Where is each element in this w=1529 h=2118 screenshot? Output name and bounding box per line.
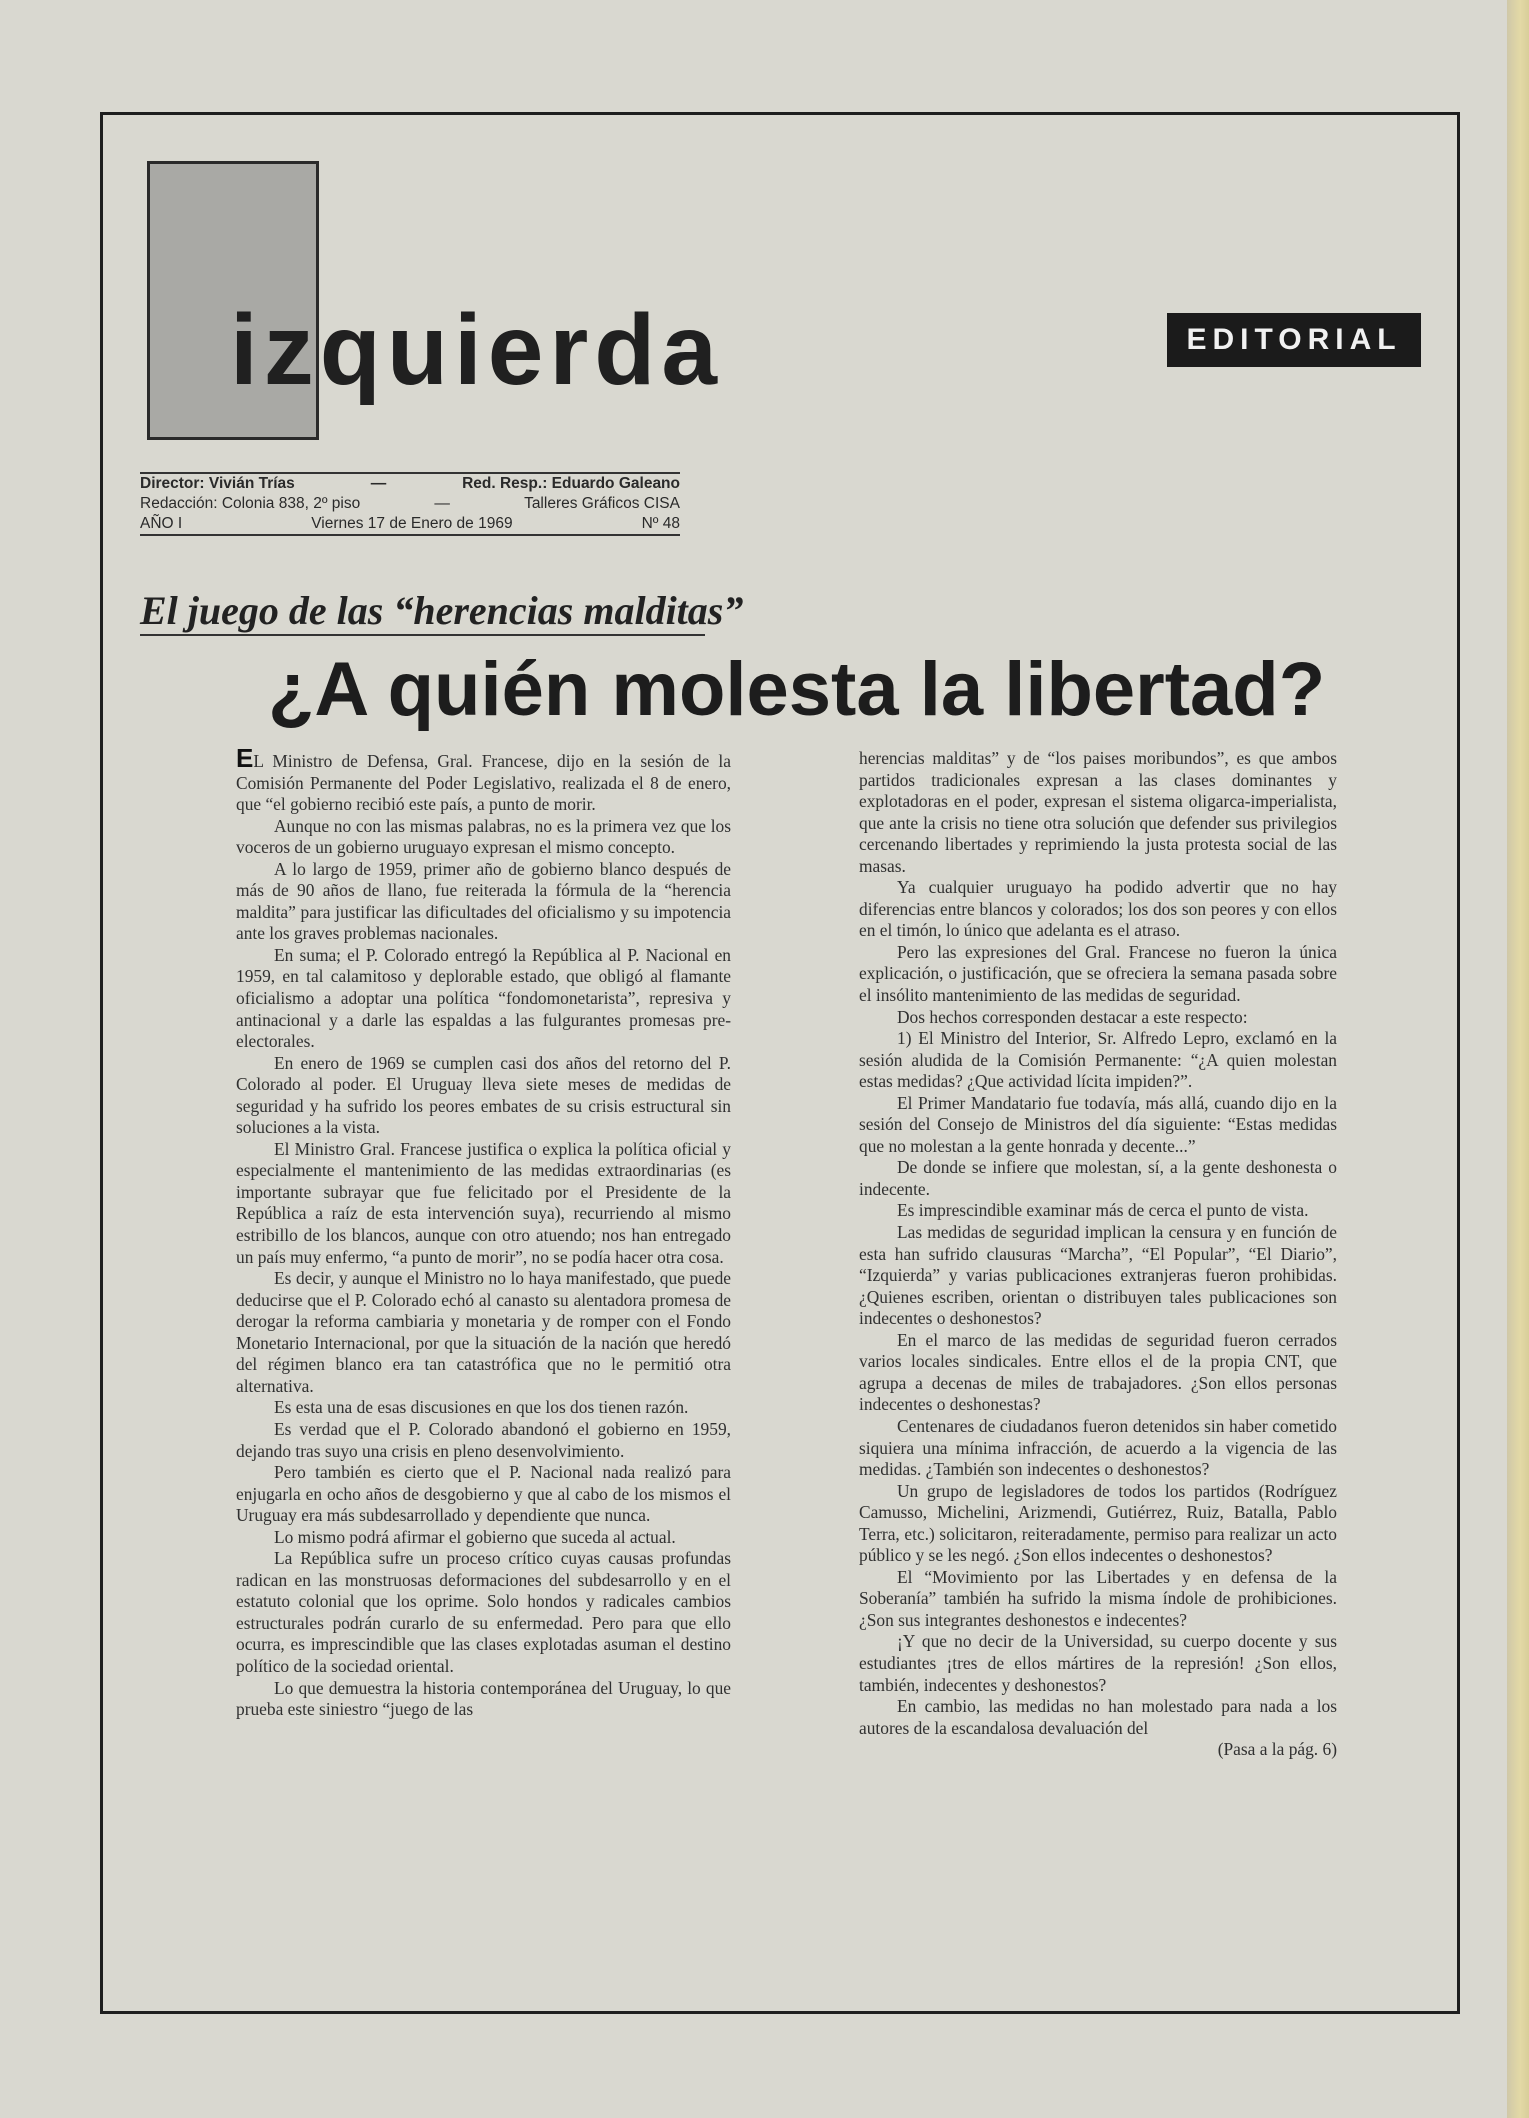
issue-number: Nº 48	[641, 515, 680, 532]
masthead-dash: —	[370, 475, 387, 492]
left-paragraph: Pero también es cierto que el P. Nacional nada realizó para enjugarla en ocho años de desgobierno y que al cabo de los mismos el Uruguay era más subdesarrollado y dependiente que nunca.	[236, 1462, 731, 1526]
right-paragraph: Dos hechos corresponden destacar a este respecto:	[897, 1006, 1248, 1027]
left-paragraph: El Ministro Gral. Francese justifica o explica la política oficial y especialmente el mantenimiento de las medidas extraordinarias (es importante subrayar que fue felicitado por el Presidente de la República a raíz de esta intervención suya), recurriendo al mismo estribillo de los blancos, aunque con otro atuendo; nos han entregado un país muy enfermo, “a punto de morir”, no se podía hacer otra cosa.	[236, 1138, 731, 1267]
right-paragraph: En cambio, las medidas no han molestado para nada a los autores de la escandalosa devaluación del	[859, 1696, 1337, 1738]
masthead-line-3	[140, 514, 680, 536]
left-paragraph: Es verdad que el P. Colorado abandonó el gobierno en 1959, dejando tras suyo una crisis en pleno desenvolvimiento.	[236, 1418, 731, 1461]
right-paragraph: Pero las expresiones del Gral. Francese no fueron la única explicación, o justificación, que se ofreciera la semana pasada sobre el insólito mantenimiento de las medidas de seguridad.	[859, 941, 1337, 1006]
right-paragraph: ¡Y que no decir de la Universidad, su cuerpo docente y sus estudiantes ¡tres de ellos mártires de la represión! ¿Son ellos, también, indecentes y deshonestos?	[859, 1631, 1337, 1695]
left-paragraph: Aunque no con las mismas palabras, no es la primera vez que los voceros de un gobierno uruguayo expresan el mismo concepto.	[236, 815, 731, 858]
continuation-note: (Pasa a la pág. 6)	[1217, 1739, 1337, 1760]
section-label: EDITORIAL	[1167, 313, 1421, 367]
issue-date: Viernes 17 de Enero de 1969	[311, 515, 513, 532]
right-paragraph: El Primer Mandatario fue todavía, más allá, cuando dijo en la sesión del Consejo de Ministros del día siguiente: “Estas medidas que no molestan a la gente honrada y decente...”	[859, 1092, 1337, 1156]
headline: ¿A quién molesta la libertad?	[268, 647, 1326, 732]
left-paragraph: La República sufre un proceso crítico cuyas causas profundas radican en las monstruosas deformaciones del subdesarrollo y en el estatuto colonial que los oprime. Solo hondos y radicales cambios estructurales podrán curarlo de su enfermedad. Pero para que ello ocurra, es imprescindible que las clases explotadas asuman el destino político de la sociedad oriental.	[236, 1548, 731, 1676]
right-paragraph: En el marco de las medidas de seguridad fueron cerrados varios locales sindicales. Entre ellos el de la propia CNT, que agrupa a decenas de miles de trabajadores. ¿Son ellos personas indecentes o deshonestas?	[859, 1329, 1337, 1415]
publication-logo: izquierda	[230, 294, 723, 406]
masthead	[140, 472, 680, 536]
left-paragraph: Lo mismo podrá afirmar el gobierno que suceda al actual.	[274, 1526, 676, 1547]
left-paragraph: Lo que demuestra la historia contemporánea del Uruguay, lo que prueba este siniestro “juego de las	[236, 1677, 731, 1720]
issue-year: AÑO I	[140, 515, 183, 532]
left-paragraph: A lo largo de 1959, primer año de gobierno blanco después de más de 90 años de llano, fue reiterada la fórmula de la “herencia maldita” para justificar las dificultades del oficialismo y su impotencia ante los graves problemas nacionales.	[236, 858, 731, 944]
left-paragraph: Es esta una de esas discusiones en que los dos tienen razón.	[274, 1397, 689, 1418]
right-paragraph: Es imprescindible examinar más de cerca el punto de vista.	[897, 1200, 1309, 1221]
left-column	[236, 743, 731, 1721]
right-paragraph: Las medidas de seguridad implican la censura y en función de esta han sufrido clausuras “Marcha”, “El Popular”, “El Diario”, “Izquierda” y varias publicaciones extranjeras fueron prohibidas. ¿Quienes escriben, orientan o distribuyen tales publicaciones son indecentes o deshonestos?	[859, 1222, 1337, 1329]
left-paragraph: Es decir, y aunque el Ministro no lo haya manifestado, que puede deducirse que el P. Colorado echó al canasto su alentadora promesa de derogar la reforma cambiaria y monetaria y de romper con el Fondo Monetario Internacional, por que la situación de la nación que heredó del régimen blanco era tan catastrófica que no le permitió otra alternativa.	[236, 1268, 731, 1396]
redaccion: Redacción: Colonia 838, 2º piso	[140, 495, 361, 512]
right-paragraph: Ya cualquier uruguayo ha podido advertir que no hay diferencias entre blancos y colorados; los dos son peores y con ellos en el timón, lo único que adelanta es el atraso.	[859, 877, 1337, 941]
page-edge	[1507, 0, 1529, 2118]
masthead-line-1	[140, 474, 680, 494]
right-paragraph: Centenares de ciudadanos fueron detenidos sin haber cometido siquiera una mínima infracción, de acuerdo a la vigencia de las medidas. ¿También son indecentes o deshonestos?	[859, 1415, 1337, 1480]
right-paragraph: 1) El Ministro del Interior, Sr. Alfredo Lepro, exclamó en la sesión aludida de la Comisión Permanente: “¿A quien molestan estas medidas? ¿Que actividad lícita impiden?”.	[859, 1028, 1337, 1092]
right-paragraph: El “Movimiento por las Libertades y en defensa de la Soberanía” también ha sufrido la misma índole de prohibiciones. ¿Son sus integrantes deshonestos e indecentes?	[859, 1566, 1337, 1630]
kicker-title: El juego de las “herencias malditas”	[140, 588, 705, 636]
left-paragraph: En enero de 1969 se cumplen casi dos años del retorno del P. Colorado al poder. El Uruguay lleva siete meses de medidas de seguridad y ha sufrido los peores embates de su crisis estructural sin soluciones a la vista.	[236, 1052, 731, 1138]
red-resp: Red. Resp.: Eduardo Galeano	[462, 475, 680, 492]
right-column	[859, 748, 1337, 1761]
talleres: Talleres Gráficos CISA	[524, 495, 680, 512]
right-first-paragraph: herencias malditas” y de “los paises moribundos”, es que ambos partidos tradicionales expresan a las clases dominantes y explotadoras en el poder, expresan el sistema oligarca-imperialista, que ante la crisis no tiene otra solución que defender sus privilegios cercenando libertades y reprimiendo la justa protesta social de las masas.	[859, 748, 1337, 876]
dropcap: E	[236, 743, 254, 773]
right-paragraph: De donde se infiere que molestan, sí, a la gente deshonesta o indecente.	[859, 1157, 1337, 1199]
masthead-dash-2: —	[434, 495, 450, 512]
masthead-line-2	[140, 494, 680, 514]
left-paragraph: En suma; el P. Colorado entregó la República al P. Nacional en 1959, en tal calamitoso y deplorable estado, que obligó al flamante oficialismo a adoptar una política “fondomonetarista”, represiva y antinacional y a darle las espaldas a las fulgurantes promesas pre-electorales.	[236, 944, 731, 1052]
left-first-paragraph: EL Ministro de Defensa, Gral. Francese, dijo en la sesión de la Comisión Permanente del Poder Legislativo, realizada el 8 de enero, que “el gobierno recibió este país, a punto de morir.	[236, 743, 731, 815]
right-paragraph: Un grupo de legisladores de todos los partidos (Rodríguez Camusso, Michelini, Arizmendi, Gutiérrez, Ruiz, Batalla, Pablo Terra, etc.) solicitaron, reiteradamente, permiso para realizar un acto público y se les negó. ¿Son ellos indecentes o deshonestos?	[859, 1480, 1337, 1566]
director: Director: Vivián Trías	[140, 475, 295, 492]
